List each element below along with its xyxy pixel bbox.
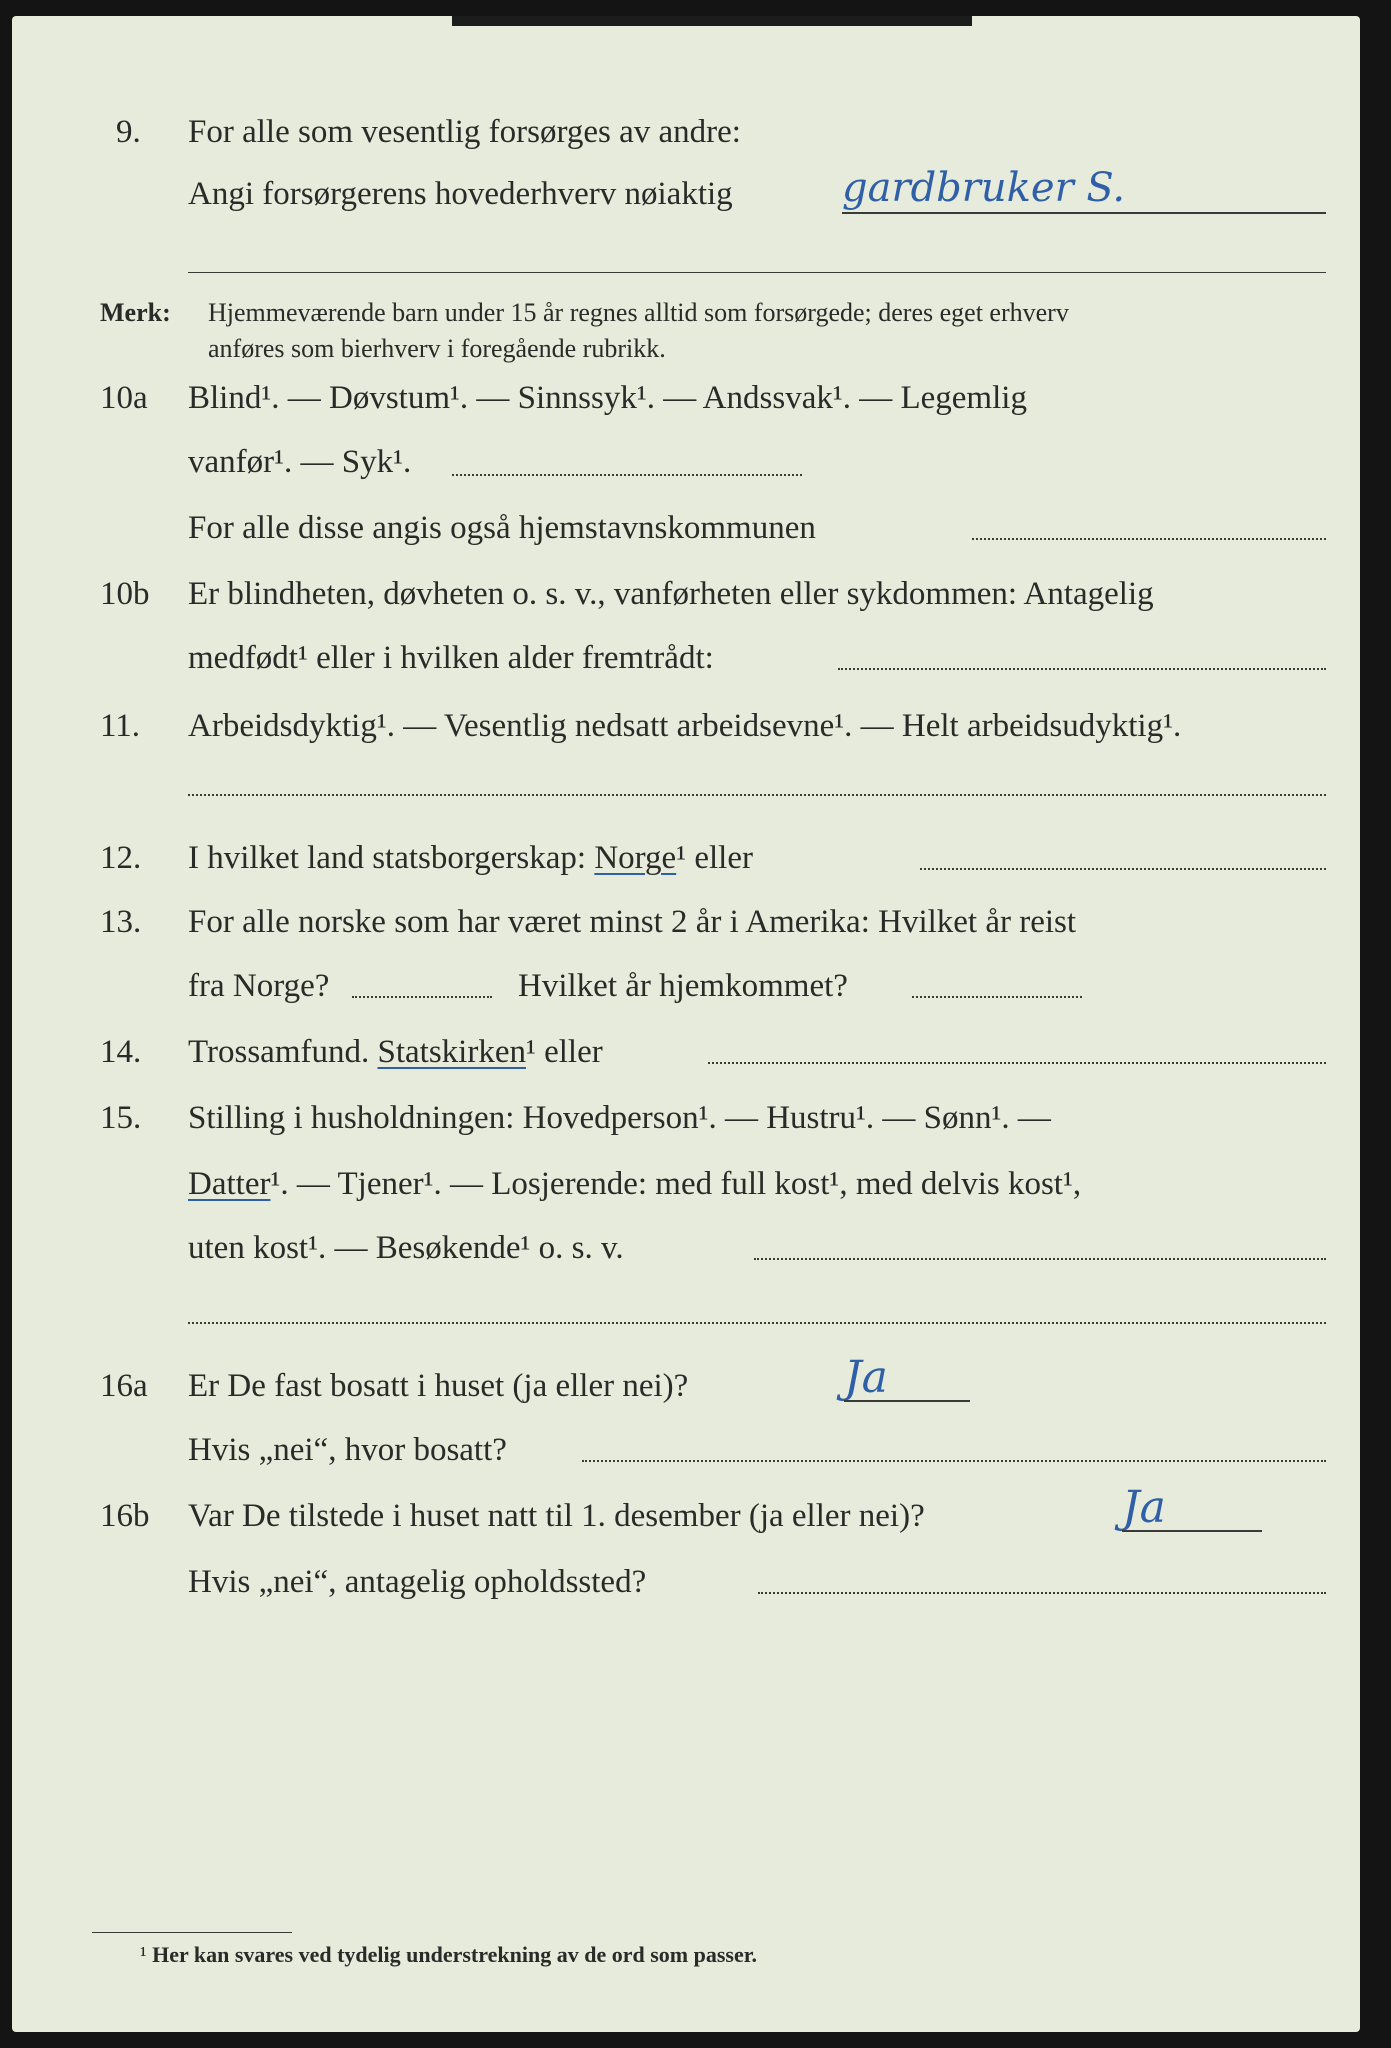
underlined-choice: Statskirken: [377, 1034, 526, 1070]
note-text: Hjemmeværende barn under 15 år regnes alltid som forsørgede; deres eget erhverv: [208, 298, 1069, 327]
question-text: Var De tilstede i huset natt til 1. desember (ja eller nei)?: [188, 1498, 925, 1534]
answer-line: [188, 272, 1326, 273]
answer-line: [912, 996, 1082, 998]
question-number: 11.: [100, 708, 141, 744]
answer-line: [842, 212, 1326, 214]
answer-line: [758, 1592, 1326, 1594]
question-text: Hvis „nei“, antagelig opholdssted?: [188, 1564, 647, 1600]
footnote-rule: [92, 1932, 292, 1933]
footnote-text: Her kan svares ved tydelig understrekning av de ord som passer.: [152, 1942, 757, 1967]
answer-line: [1122, 1530, 1262, 1532]
question-number: 10b: [100, 576, 150, 612]
handwritten-answer: Ja: [1122, 1482, 1166, 1533]
question-text: Er blindheten, døvheten o. s. v., vanførheten eller sykdommen: Antagelig: [188, 576, 1154, 612]
census-form-page: [12, 16, 1360, 2032]
question-text: fra Norge?: [188, 968, 330, 1004]
question-number: 14.: [100, 1034, 142, 1070]
question-text: I hvilket land statsborgerskap: Norge¹ eller: [188, 840, 753, 876]
underlined-choice: Norge: [594, 840, 677, 876]
question-number: 13.: [100, 904, 142, 940]
answer-line: [844, 1400, 970, 1402]
question-text: Blind¹. — Døvstum¹. — Sinnssyk¹. — Andssvak¹. — Legemlig: [188, 380, 1027, 416]
underlined-choice: Datter: [188, 1166, 271, 1202]
footnote-marker: ¹: [140, 1942, 147, 1967]
footnote: [140, 1940, 757, 1970]
note-label: Merk:: [100, 298, 171, 327]
question-text: Hvilket år hjemkommet?: [518, 968, 848, 1004]
scan-edge-strip: [452, 16, 972, 26]
question-text: For alle norske som har været minst 2 år i Amerika: Hvilket år reist: [188, 904, 1077, 940]
answer-line: [582, 1460, 1326, 1462]
question-text: Datter¹. — Tjener¹. — Losjerende: med full kost¹, med delvis kost¹,: [188, 1166, 1082, 1202]
question-text: For alle disse angis også hjemstavnskommunen: [188, 510, 816, 546]
answer-line: [838, 668, 1326, 670]
note-text: anføres som bierhverv i foregående rubrikk.: [208, 334, 666, 363]
question-text: uten kost¹. — Besøkende¹ o. s. v.: [188, 1230, 624, 1266]
question-text: vanfør¹. — Syk¹.: [188, 444, 412, 480]
answer-line: [188, 794, 1326, 796]
answer-line: [754, 1258, 1326, 1260]
question-text: Hvis „nei“, hvor bosatt?: [188, 1432, 507, 1468]
answer-line: [972, 538, 1326, 540]
question-number: 10a: [100, 380, 148, 416]
question-text: Stilling i husholdningen: Hovedperson¹. — Hustru¹. — Sønn¹. —: [188, 1100, 1051, 1136]
question-text: Angi forsørgerens hovederhverv nøiaktig: [188, 176, 733, 212]
question-number: 15.: [100, 1100, 142, 1136]
answer-line: [920, 868, 1326, 870]
handwritten-answer: gardbruker S.: [842, 165, 1126, 211]
question-text: Er De fast bosatt i huset (ja eller nei)?: [188, 1368, 689, 1404]
handwritten-answer: Ja: [844, 1352, 888, 1403]
answer-line: [188, 1322, 1326, 1324]
question-number: 9.: [116, 114, 141, 150]
question-number: 16a: [100, 1368, 148, 1404]
answer-line: [352, 996, 492, 998]
answer-line: [708, 1062, 1326, 1064]
question-number: 16b: [100, 1498, 150, 1534]
answer-line: [452, 474, 802, 476]
question-number: 12.: [100, 840, 142, 876]
question-text: For alle som vesentlig forsørges av andre:: [188, 114, 741, 150]
question-text: medfødt¹ eller i hvilken alder fremtrådt:: [188, 640, 714, 676]
question-text: Trossamfund. Statskirken¹ eller: [188, 1034, 603, 1070]
question-text: Arbeidsdyktig¹. — Vesentlig nedsatt arbeidsevne¹. — Helt arbeidsudyktig¹.: [188, 708, 1182, 744]
